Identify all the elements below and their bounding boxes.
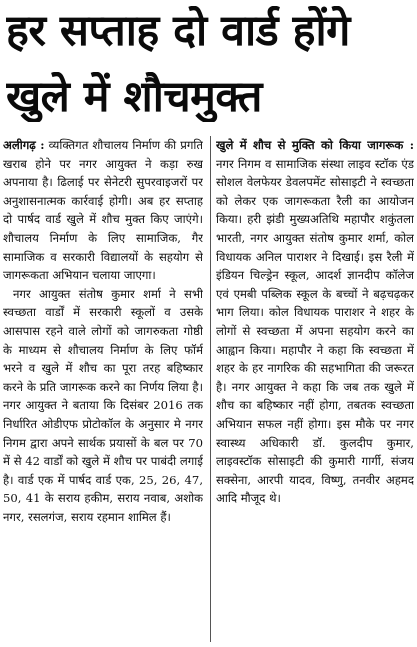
headline-line-1: हर सप्ताह दो वार्ड होंगे: [6, 6, 350, 56]
column-divider: [210, 136, 211, 642]
left-paragraph-2: नगर आयुक्त संतोष कुमार शर्मा ने सभी स्वच्छता वार्डों में सरकारी स्कूलों व उसके आसपास रहने वाले लोगों को जागरुकता गोष्ठी के माध्यम से शौचालय निर्माण के लिए फॉर्म भरने व खुले में शौच का पूरा तरह बहिष्कार करने के प्रति जागरूक करने का निर्णय लिया है। नगर आयुक्त ने बताया कि दिसंबर 2016 तक निर्धारित ओडीएफ प्रोटोकॉल के अनुसार मे नगर निगम द्वारा अपने सार्थक प्रयासों के बल पर 70 में से 42 वार्डों को खुले में शौच पर पाबंदी लगाई है। वार्ड एक में पार्षद वार्ड एक, 25, 26, 47, 50, 41 के सराय हकीम, सराय नवाब, अशोक नगर, रसलगंज, सराय रहमान शामिल हैं।: [3, 286, 203, 524]
left-paragraph-1: [3, 136, 203, 285]
left-column: [3, 136, 203, 644]
right-paragraph-1-text: नगर निगम व सामाजिक संस्था लाइव स्टॉक एंड सोशल वेलफेयर डेवलपमेंट सोसाइटी ने स्वच्छता को लेकर एक जागरूकता रैली का आयोजन किया। हरी झंडी मुख्यअतिथि महापौर शकुंतला भारती, नगर आयुक्त संतोष कुमार शर्मा, कोल विधायक अनिल पाराशर ने दिखाई। इस रैली में इंडियन चिल्ड्रेन स्कूल, आदर्श ज्ञानदीप कॉलेज एवं एमबी पब्लिक स्कूल के बच्चों ने बढ़चढ़कर भाग लिया। कोल विधायक पाराशर ने शहर के लोगों से स्वच्छता में अपना सहयोग करने का आह्वान किया। महापौर ने कहा कि स्वच्छता में शहर के हर नागरिक की सहभागिता की जरूरत है। नगर आयुक्त ने कहा कि जब तक खुले में शौच का बहिष्कार नहीं होगा, तबतक स्वच्छता अभियान सफल नहीं होगा। इस मौके पर नगर स्वास्थ्य अधिकारी डॉ. कुलदीप कुमार, लाइवस्टॉक सोसाइटी की कुमारी गार्गी, संजय सक्सेना, आरपी यादव, विष्णु, तनवीर अहमद आदि मौजूद थे।: [216, 156, 414, 506]
right-column: [216, 136, 414, 644]
right-paragraph-1: [216, 136, 414, 508]
subhead: खुले में शौच से मुक्ति को किया जागरूक :: [216, 138, 414, 152]
headline-line-2: खुले में शौचमुक्त: [6, 72, 262, 122]
dateline: अलीगढ़ :: [3, 138, 45, 152]
left-paragraph-1-text: व्यक्तिगत शौचालय निर्माण की प्रगति खराब होने पर नगर आयुक्त ने कड़ा रुख अपनाया है। ढिलाई पर सेनेटरी सुपरवाइजरों पर अनुशासनात्मक कार्रवाई होगी। अब हर सप्ताह दो पार्षद वार्ड खुले में शौच मुक्त किए जाएंगे। शौचालय निर्माण के लिए सामाजिक, गैर सामाजिक व सरकारी विद्यालयों के सहयोग से जागरूकता अभियान चलाया जाएगा।: [3, 138, 203, 283]
